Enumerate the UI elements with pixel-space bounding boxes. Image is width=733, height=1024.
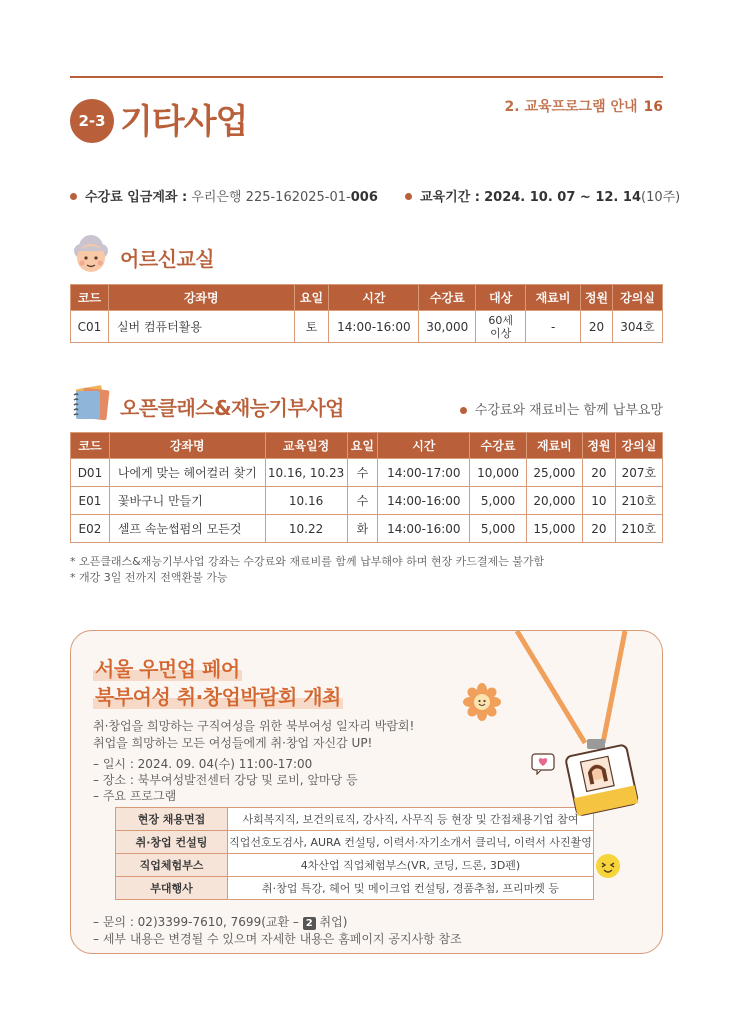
cell-material: 20,000 — [526, 487, 582, 515]
cell-room: 207호 — [615, 459, 662, 487]
cell-fee: 30,000 — [419, 311, 476, 343]
col-room: 강의실 — [615, 433, 662, 459]
account-value: 우리은행 225-162025-01- — [191, 190, 351, 205]
page-number: 16 — [643, 99, 663, 115]
cell-capacity: 20 — [581, 311, 613, 343]
table-header-row — [71, 285, 663, 311]
footnote-payment: * 오픈클래스&재능기부사업 강좌는 수강료와 재료비를 함께 납부해야 하며 현장 카드결제는 불가함 — [70, 555, 545, 568]
program-value: 4차산업 직업체험부스(VR, 코딩, 드론, 3D펜) — [228, 854, 594, 877]
cell-course: 나에게 맞는 헤어컬러 찾기 — [109, 459, 265, 487]
cell-material: - — [526, 311, 581, 343]
col-course: 강좌명 — [108, 285, 294, 311]
smiley-icon — [595, 853, 621, 879]
col-material: 재료비 — [526, 433, 582, 459]
page-title: 기타사업 — [120, 102, 248, 142]
table-row — [116, 877, 594, 900]
fair-program-label: – 주요 프로그램 — [93, 789, 177, 803]
period-label: 교육기간 : — [420, 190, 480, 205]
cell-course: 실버 컴퓨터활용 — [108, 311, 294, 343]
senior-section-title: 어르신교실 — [120, 247, 215, 271]
cell-schedule: 10.22 — [265, 515, 347, 543]
cell-fee: 5,000 — [470, 487, 526, 515]
program-key: 현장 채용면접 — [116, 808, 228, 831]
job-fair-card — [70, 630, 663, 954]
col-fee: 수강료 — [419, 285, 476, 311]
fair-date: – 일시 : 2024. 09. 04(수) 11:00-17:00 — [93, 757, 313, 771]
cell-schedule: 10.16 — [265, 487, 347, 515]
col-code: 코드 — [71, 285, 109, 311]
col-material: 재료비 — [526, 285, 581, 311]
cell-fee: 10,000 — [470, 459, 526, 487]
grandma-icon — [68, 233, 114, 277]
heart-bubble-icon — [531, 753, 555, 775]
cell-day: 토 — [294, 311, 329, 343]
fair-contact — [93, 913, 347, 930]
fair-desc-2: 취업을 희망하는 모든 여성들에게 취·창업 자신감 UP! — [93, 736, 373, 750]
open-table — [70, 432, 663, 543]
cell-room: 210호 — [615, 487, 662, 515]
fair-title-1-text: 서울 우먼업 페어 — [95, 657, 240, 681]
cell-time: 14:00-16:00 — [329, 311, 419, 343]
cell-fee: 5,000 — [470, 515, 526, 543]
cell-schedule: 10.16, 10.23 — [265, 459, 347, 487]
bullet-icon — [70, 193, 77, 200]
cell-code: D01 — [71, 459, 110, 487]
col-capacity: 정원 — [581, 285, 613, 311]
payment-note-text: 수강료와 재료비는 함께 납부요망 — [474, 403, 663, 418]
books-icon — [68, 381, 114, 423]
cell-day: 수 — [347, 487, 378, 515]
cell-code: E01 — [71, 487, 110, 515]
bullet-icon — [460, 407, 467, 414]
col-schedule: 교육일정 — [265, 433, 347, 459]
cell-time: 14:00-17:00 — [378, 459, 470, 487]
fair-title-2-text: 북부여성 취·창업박람회 개최 — [95, 685, 341, 709]
page-header-right — [505, 96, 663, 116]
col-fee: 수강료 — [470, 433, 526, 459]
fair-place: – 장소 : 북부여성발전센터 강당 및 로비, 앞마당 등 — [93, 773, 358, 787]
cell-room: 210호 — [615, 515, 662, 543]
cell-capacity: 10 — [583, 487, 616, 515]
table-header-row — [71, 433, 663, 459]
header-rule — [70, 76, 663, 78]
col-capacity: 정원 — [583, 433, 616, 459]
table-row — [116, 831, 594, 854]
col-room: 강의실 — [613, 285, 663, 311]
cell-material: 15,000 — [526, 515, 582, 543]
table-row — [71, 459, 663, 487]
cell-material: 25,000 — [526, 459, 582, 487]
col-day: 요일 — [347, 433, 378, 459]
fair-program-table — [115, 807, 594, 900]
account-info — [70, 186, 378, 205]
contact-pre: – 문의 : 02)3399-7610, 7699(교환 – — [93, 915, 303, 929]
col-time: 시간 — [378, 433, 470, 459]
account-label: 수강료 입금계좌 : — [85, 190, 188, 205]
section-name: 2. 교육프로그램 안내 — [504, 99, 638, 115]
col-time: 시간 — [329, 285, 419, 311]
cell-code: E02 — [71, 515, 110, 543]
program-key: 직업체험부스 — [116, 854, 228, 877]
contact-number-badge: 2 — [303, 917, 316, 930]
table-row — [71, 311, 663, 343]
payment-note — [460, 399, 663, 418]
cell-time: 14:00-16:00 — [378, 487, 470, 515]
cell-course: 셀프 속눈썹펌의 모든것 — [109, 515, 265, 543]
table-row — [116, 854, 594, 877]
account-bold: 006 — [350, 190, 378, 205]
cell-time: 14:00-16:00 — [378, 515, 470, 543]
fair-notice: – 세부 내용은 변경될 수 있으며 자세한 내용은 홈페이지 공지사항 참조 — [93, 932, 462, 946]
section-badge: 2-3 — [70, 99, 114, 143]
program-value: 사회복지직, 보건의료직, 강사직, 사무직 등 현장 및 간접채용기업 참여 — [228, 808, 594, 831]
col-target: 대상 — [476, 285, 526, 311]
cell-capacity: 20 — [583, 515, 616, 543]
cell-course: 꽃바구니 만들기 — [109, 487, 265, 515]
footnote-refund: * 개강 3일 전까지 전액환불 가능 — [70, 571, 228, 584]
cell-code: C01 — [71, 311, 109, 343]
program-key: 부대행사 — [116, 877, 228, 900]
fair-title-2 — [93, 681, 343, 710]
open-section-title: 오픈클래스&재능기부사업 — [120, 396, 344, 420]
contact-post: 취업) — [315, 915, 348, 929]
cell-target: 60세 이상 — [476, 311, 526, 343]
flower-icon — [463, 683, 501, 721]
fair-title-1 — [93, 653, 242, 682]
program-value: 직업선호도검사, AURA 컨설팅, 이력서·자기소개서 클리닉, 이력서 사진촬영 — [228, 831, 594, 854]
period-info — [405, 186, 680, 205]
table-row — [71, 487, 663, 515]
program-value: 취·창업 특강, 헤어 및 메이크업 컨설팅, 경품추첨, 프리마켓 등 — [228, 877, 594, 900]
col-day: 요일 — [294, 285, 329, 311]
col-course: 강좌명 — [109, 433, 265, 459]
col-code: 코드 — [71, 433, 110, 459]
fair-desc-1: 취·창업을 희망하는 구직여성을 위한 북부여성 일자리 박람회! — [93, 719, 415, 733]
cell-capacity: 20 — [583, 459, 616, 487]
id-badge-icon — [507, 631, 657, 816]
cell-day: 화 — [347, 515, 378, 543]
period-weeks: (10주) — [641, 190, 681, 205]
table-row — [71, 515, 663, 543]
cell-room: 304호 — [613, 311, 663, 343]
cell-day: 수 — [347, 459, 378, 487]
program-key: 취·창업 컨설팅 — [116, 831, 228, 854]
period-value: 2024. 10. 07 ~ 12. 14 — [484, 190, 641, 205]
senior-table — [70, 284, 663, 343]
bullet-icon — [405, 193, 412, 200]
